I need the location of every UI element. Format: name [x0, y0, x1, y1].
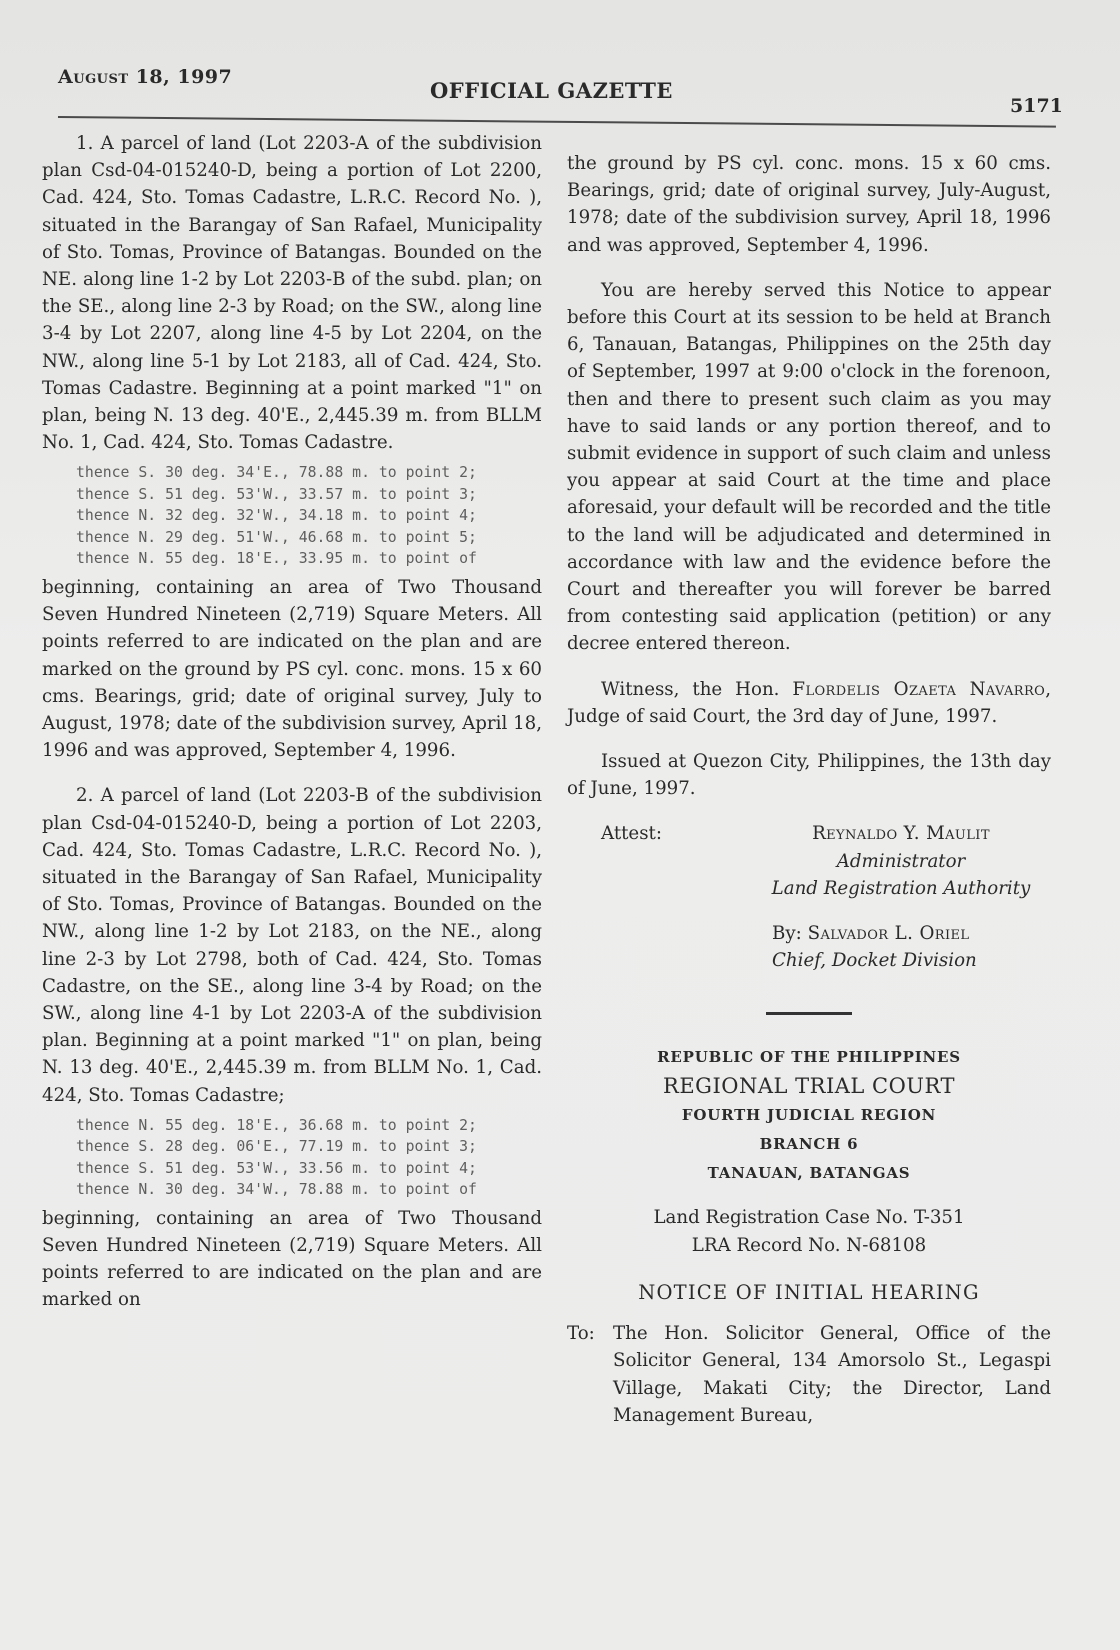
- notice-title: NOTICE OF INITIAL HEARING: [638, 1280, 980, 1304]
- signatory-1-title: Administrator: [836, 850, 966, 872]
- parcel-1-bearings: [76, 462, 542, 570]
- left-column: [42, 130, 542, 1314]
- lra-record: LRA Record No. N-68108: [691, 1234, 927, 1256]
- addressee-block: [567, 1320, 1051, 1429]
- signatory-2-title: Chief, Docket Division: [772, 950, 977, 972]
- branch-heading: BRANCH 6: [759, 1135, 859, 1154]
- bearing-line: thence S. 51 deg. 53'W., 33.57 m. to point 3;: [76, 485, 477, 503]
- section-divider: [766, 1012, 852, 1015]
- region-heading: FOURTH JUDICIAL REGION: [681, 1106, 937, 1125]
- bearing-line: thence N. 55 deg. 18'E., 36.68 m. to point 2;: [76, 1116, 477, 1134]
- witness-line: [567, 676, 1051, 730]
- bearing-line: thence N. 30 deg. 34'W., 78.88 m. to point of: [76, 1181, 477, 1199]
- signatory-1-org: Land Registration Authority: [771, 877, 1031, 899]
- attest-label: Attest:: [601, 823, 662, 845]
- bearing-line: thence N. 32 deg. 32'W., 34.18 m. to point 4;: [76, 507, 477, 525]
- location-heading: TANAUAN, BATANGAS: [707, 1164, 911, 1183]
- page-number: 5171: [1010, 95, 1063, 117]
- witness-suffix: , Judge of said Court, the 3rd day of June, 1997.: [567, 678, 1051, 727]
- to-label: To:: [567, 1323, 595, 1345]
- signatory-2: [567, 920, 1051, 947]
- by-label: By:: [772, 923, 802, 945]
- court-heading: REGIONAL TRIAL COURT: [663, 1074, 955, 1099]
- header-rule: [58, 116, 1056, 128]
- notice-paragraph: You are hereby served this Notice to appear before this Court at its session to be held at Branch 6, Tanauan, Batangas, Philippines on the 25th day of September, 1997 at 9:00 o'clock in the forenoon, then and there to present such claim as you may have to said lands or any portion thereof, and to submit evidence in support of such claim and unless you appear at said Court at the time and place aforesaid, your default will be recorded and the title to the land will be adjudicated and determined in accordance with law and the evidence before the Court and thereafter you will forever be barred from contesting said application (petition) or any decree entered thereon.: [567, 279, 1051, 655]
- bearing-line: thence N. 29 deg. 51'W., 46.68 m. to point 5;: [76, 528, 477, 546]
- survey-continuation: the ground by PS cyl. conc. mons. 15 x 60 cms. Bearings, grid; date of original survey, July-August, 1978; date of the subdivision survey, April 18, 1996 and was approved, September 4, 1996.: [567, 153, 1051, 256]
- bearing-line: thence S. 30 deg. 34'E., 78.88 m. to point 2;: [76, 464, 477, 482]
- right-column: [567, 150, 1051, 1429]
- parcel-1-description: 1. A parcel of land (Lot 2203-A of the subdivision plan Csd-04-015240-D, being a portion of Lot 2200, Cad. 424, Sto. Tomas Cadastre, L.R.C. Record No. ), situated in the Barangay of San Rafael, Municipality of Sto. Tomas, Province of Batangas. Bounded on the NE. along line 1-2 by Lot 2203-B of the subd. plan; on the SE., along line 2-3 by Road; on the SW., along line 3-4 by Lot 2207, along line 4-5 by Lot 2204, on the NW., along line 5-1 by Lot 2183, all of Cad. 424, Sto. Tomas Cadastre. Beginning at a point marked "1" on plan, being N. 13 deg. 40'E., 2,445.39 m. from BLLM No. 1, Cad. 424, Sto. Tomas Cadastre.: [42, 133, 542, 454]
- case-number: Land Registration Case No. T-351: [653, 1207, 965, 1229]
- issued-line: Issued at Quezon City, Philippines, the 13th day of June, 1997.: [567, 751, 1051, 800]
- signatory-1: [751, 820, 1051, 902]
- bearing-line: thence N. 55 deg. 18'E., 33.95 m. to point of: [76, 550, 477, 568]
- bearing-line: thence S. 28 deg. 06'E., 77.19 m. to point 3;: [76, 1138, 477, 1156]
- parcel-2-area: beginning, containing an area of Two Thousand Seven Hundred Nineteen (2,719) Square Meters. All points referred to are indicated on the plan and are marked on: [42, 1207, 542, 1311]
- issue-date: August 18, 1997: [58, 66, 233, 88]
- attest-block: [567, 820, 1051, 902]
- republic-heading: REPUBLIC OF THE PHILIPPINES: [657, 1048, 961, 1067]
- publication-title: OFFICIAL GAZETTE: [430, 78, 673, 103]
- bearing-line: thence S. 51 deg. 53'W., 33.56 m. to point 4;: [76, 1159, 477, 1177]
- signatory-1-name: Reynaldo Y. Maulit: [812, 823, 990, 845]
- addressee-text: The Hon. Solicitor General, Office of the Solicitor General, 134 Amorsolo St., Legaspi Village, Makati City; the Director, Land Management Bureau,: [613, 1323, 1051, 1426]
- judge-name: Flordelis Ozaeta Navarro: [792, 678, 1046, 700]
- witness-prefix: Witness, the Hon.: [601, 678, 780, 700]
- signatory-2-name: Salvador L. Oriel: [807, 923, 970, 945]
- parcel-2-description: 2. A parcel of land (Lot 2203-B of the subdivision plan Csd-04-015240-D, being a portion of Lot 2203, Cad. 424, Sto. Tomas Cadastre, L.R.C. Record No. ), situated in the Barangay of San Rafael, Municipality of Sto. Tomas, Province of Batangas. Bounded on the NW., along line 1-2 by Lot 2183, on the NE., along line 2-3 by Lot 2798, both of Cad. 424, Sto. Tomas Cadastre, on the SE., along line 3-4 by Road; on the SW., along line 4-1 by Lot 2203-A of the subdivision plan. Beginning at a point marked "1" on plan, being N. 13 deg. 40'E., 2,445.39 m. from BLLM No. 1, Cad. 424, Sto. Tomas Cadastre;: [42, 785, 542, 1106]
- parcel-1-area: beginning, containing an area of Two Thousand Seven Hundred Nineteen (2,719) Square Meters. All points referred to are indicated on the plan and are marked on the ground by PS cyl. conc. mons. 15 x 60 cms. Bearings, grid; date of original survey, July to August, 1978; date of the subdivision survey, April 18, 1996 and was approved, September 4, 1996.: [42, 576, 542, 762]
- parcel-2-bearings: [76, 1115, 542, 1201]
